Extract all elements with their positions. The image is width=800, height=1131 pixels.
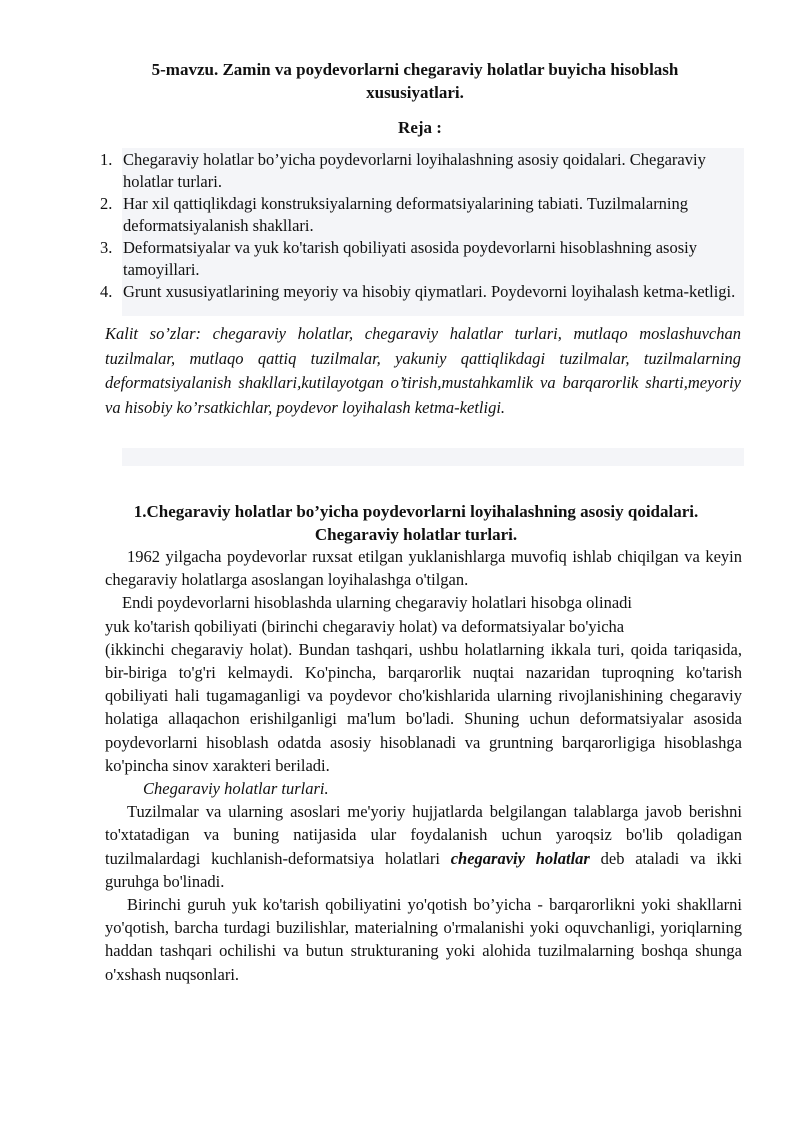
plan-item-text: Grunt xususiyatlarining meyoriy va hisobiy qiymatlari. Poydevorni loyihalash ketma-ketligi. [123, 282, 736, 301]
plan-item-number: 3. [100, 238, 113, 257]
plan-heading: Reja : [398, 118, 442, 137]
paragraph-3-text-before: Tuzilmalar va ularning asoslari me'yoriy hujjatlarda belgilangan talablarga javob berishni to'xtatadigan va buning natijasida ular foydalanish uchun yaroqsiz bo'lib qoladigan tuzilmalardagi kuchlanish-deformatsiya holatlari [105, 802, 742, 868]
paragraph-2-line-2: yuk ko'tarish qobiliyati (birinchi chegaraviy holat) va deformatsiyalar bo'yicha [105, 616, 625, 636]
document-title: 5-mavzu. Zamin va poydevorlarni chegaraviy holatlar buyicha hisoblash xususiyatlari. [151, 60, 679, 102]
plan-item-text: Deformatsiyalar va yuk ko'tarish qobiliyati asosida poydevorlarni hisoblashning asosiy tamoyillari. [123, 238, 697, 279]
section-body [105, 545, 742, 986]
paragraph-4: Birinchi guruh yuk ko'tarish qobiliyatini yo'qotish bo’yicha - barqarorlikni yoki shakllarni yo'qotish, barcha turdagi buzilishlar, materialning o'rmalanishi yoki oquvchanligi, yoriqlarning haddan tashqari ochilishi va butun strukturaning yoki alohida tuzilmalarning boshqa shunga o'xshash nuqsonlari. [105, 895, 742, 984]
paragraph-3 [105, 800, 742, 893]
plan-item-2 [100, 193, 740, 237]
keywords-paragraph: Kalit so’zlar: chegaraviy holatlar, chegaraviy halatlar turlari, mutlaqo moslashuvchan tuzilmalar, mutlaqo qattiq tuzilmalar, yakuniy qattiqlikdagi tuzilmalar, tuzilmalarning deformatsiyalanish shakllari,kutilayotgan o’tirish,mustahkamlik va barqarorlik sharti,meyoriy va hisobiy ko’rsatkichlar, poydevor loyihalash ketma-ketligi. [105, 324, 741, 417]
section-heading: 1.Chegaraviy holatlar bo’yicha poydevorlarni loyihalashning asosiy qoidalari. Chegaraviy holatlar turlari. [133, 502, 699, 544]
plan-item-text: Chegaraviy holatlar bo’yicha poydevorlarni loyihalashning asosiy qoidalari. Chegaraviy holatlar turlari. [123, 150, 706, 191]
plan-item-4 [100, 281, 740, 303]
plan-item-3 [100, 237, 740, 281]
plan-item-number: 2. [100, 194, 113, 213]
paragraph-2-line-1: Endi poydevorlarni hisoblashda ularning chegaraviy holatlari hisobga olinadi [122, 593, 632, 613]
paragraph-2-rest: (ikkinchi chegaraviy holat). Bundan tashqari, ushbu holatlarning ikkala turi, qoida tariqasida, bir-biriga to'g'ri kelmaydi. Ko'pincha, barqarorlik nuqtai nazaridan tuproqning ko'tarish qobiliyati hali tugamaganligi va poydevor cho'kishlarida ularning rivojlanishining chegaraviy holatiga allaqachon erishilganligi ma'lum bo'ladi. Shuning uchun deformatsiyalar asosida poydevorlarni hisoblash odatda asosiy hisoblanadi va gruntning barqarorligiga hisoblashga ko'pincha sinov xarakteri beriladi. [105, 639, 742, 775]
plan-item-number: 4. [100, 282, 113, 301]
plan-item-1 [100, 149, 740, 193]
plan-list [100, 149, 740, 303]
key-term: chegaraviy holatlar [450, 848, 590, 868]
plan-item-number: 1. [100, 150, 113, 169]
plan-item-text: Har xil qattiqlikdagi konstruksiyalarning deformatsiyalarining tabiati. Tuzilmalarning deformatsiyalanish shakllari. [123, 194, 689, 235]
paragraph-1: 1962 yilgacha poydevorlar ruxsat etilgan yuklanishlarga muvofiq ishlab chiqilgan va keyin chegaraviy holatlarga asoslangan loyihalashga o'tilgan. [105, 547, 742, 590]
paragraph-3-text-after: deb ataladi va ikki guruhga bo'linadi. [105, 848, 742, 891]
keywords-highlight-strip [122, 448, 744, 466]
subheading: Chegaraviy holatlar turlari. [143, 779, 329, 799]
